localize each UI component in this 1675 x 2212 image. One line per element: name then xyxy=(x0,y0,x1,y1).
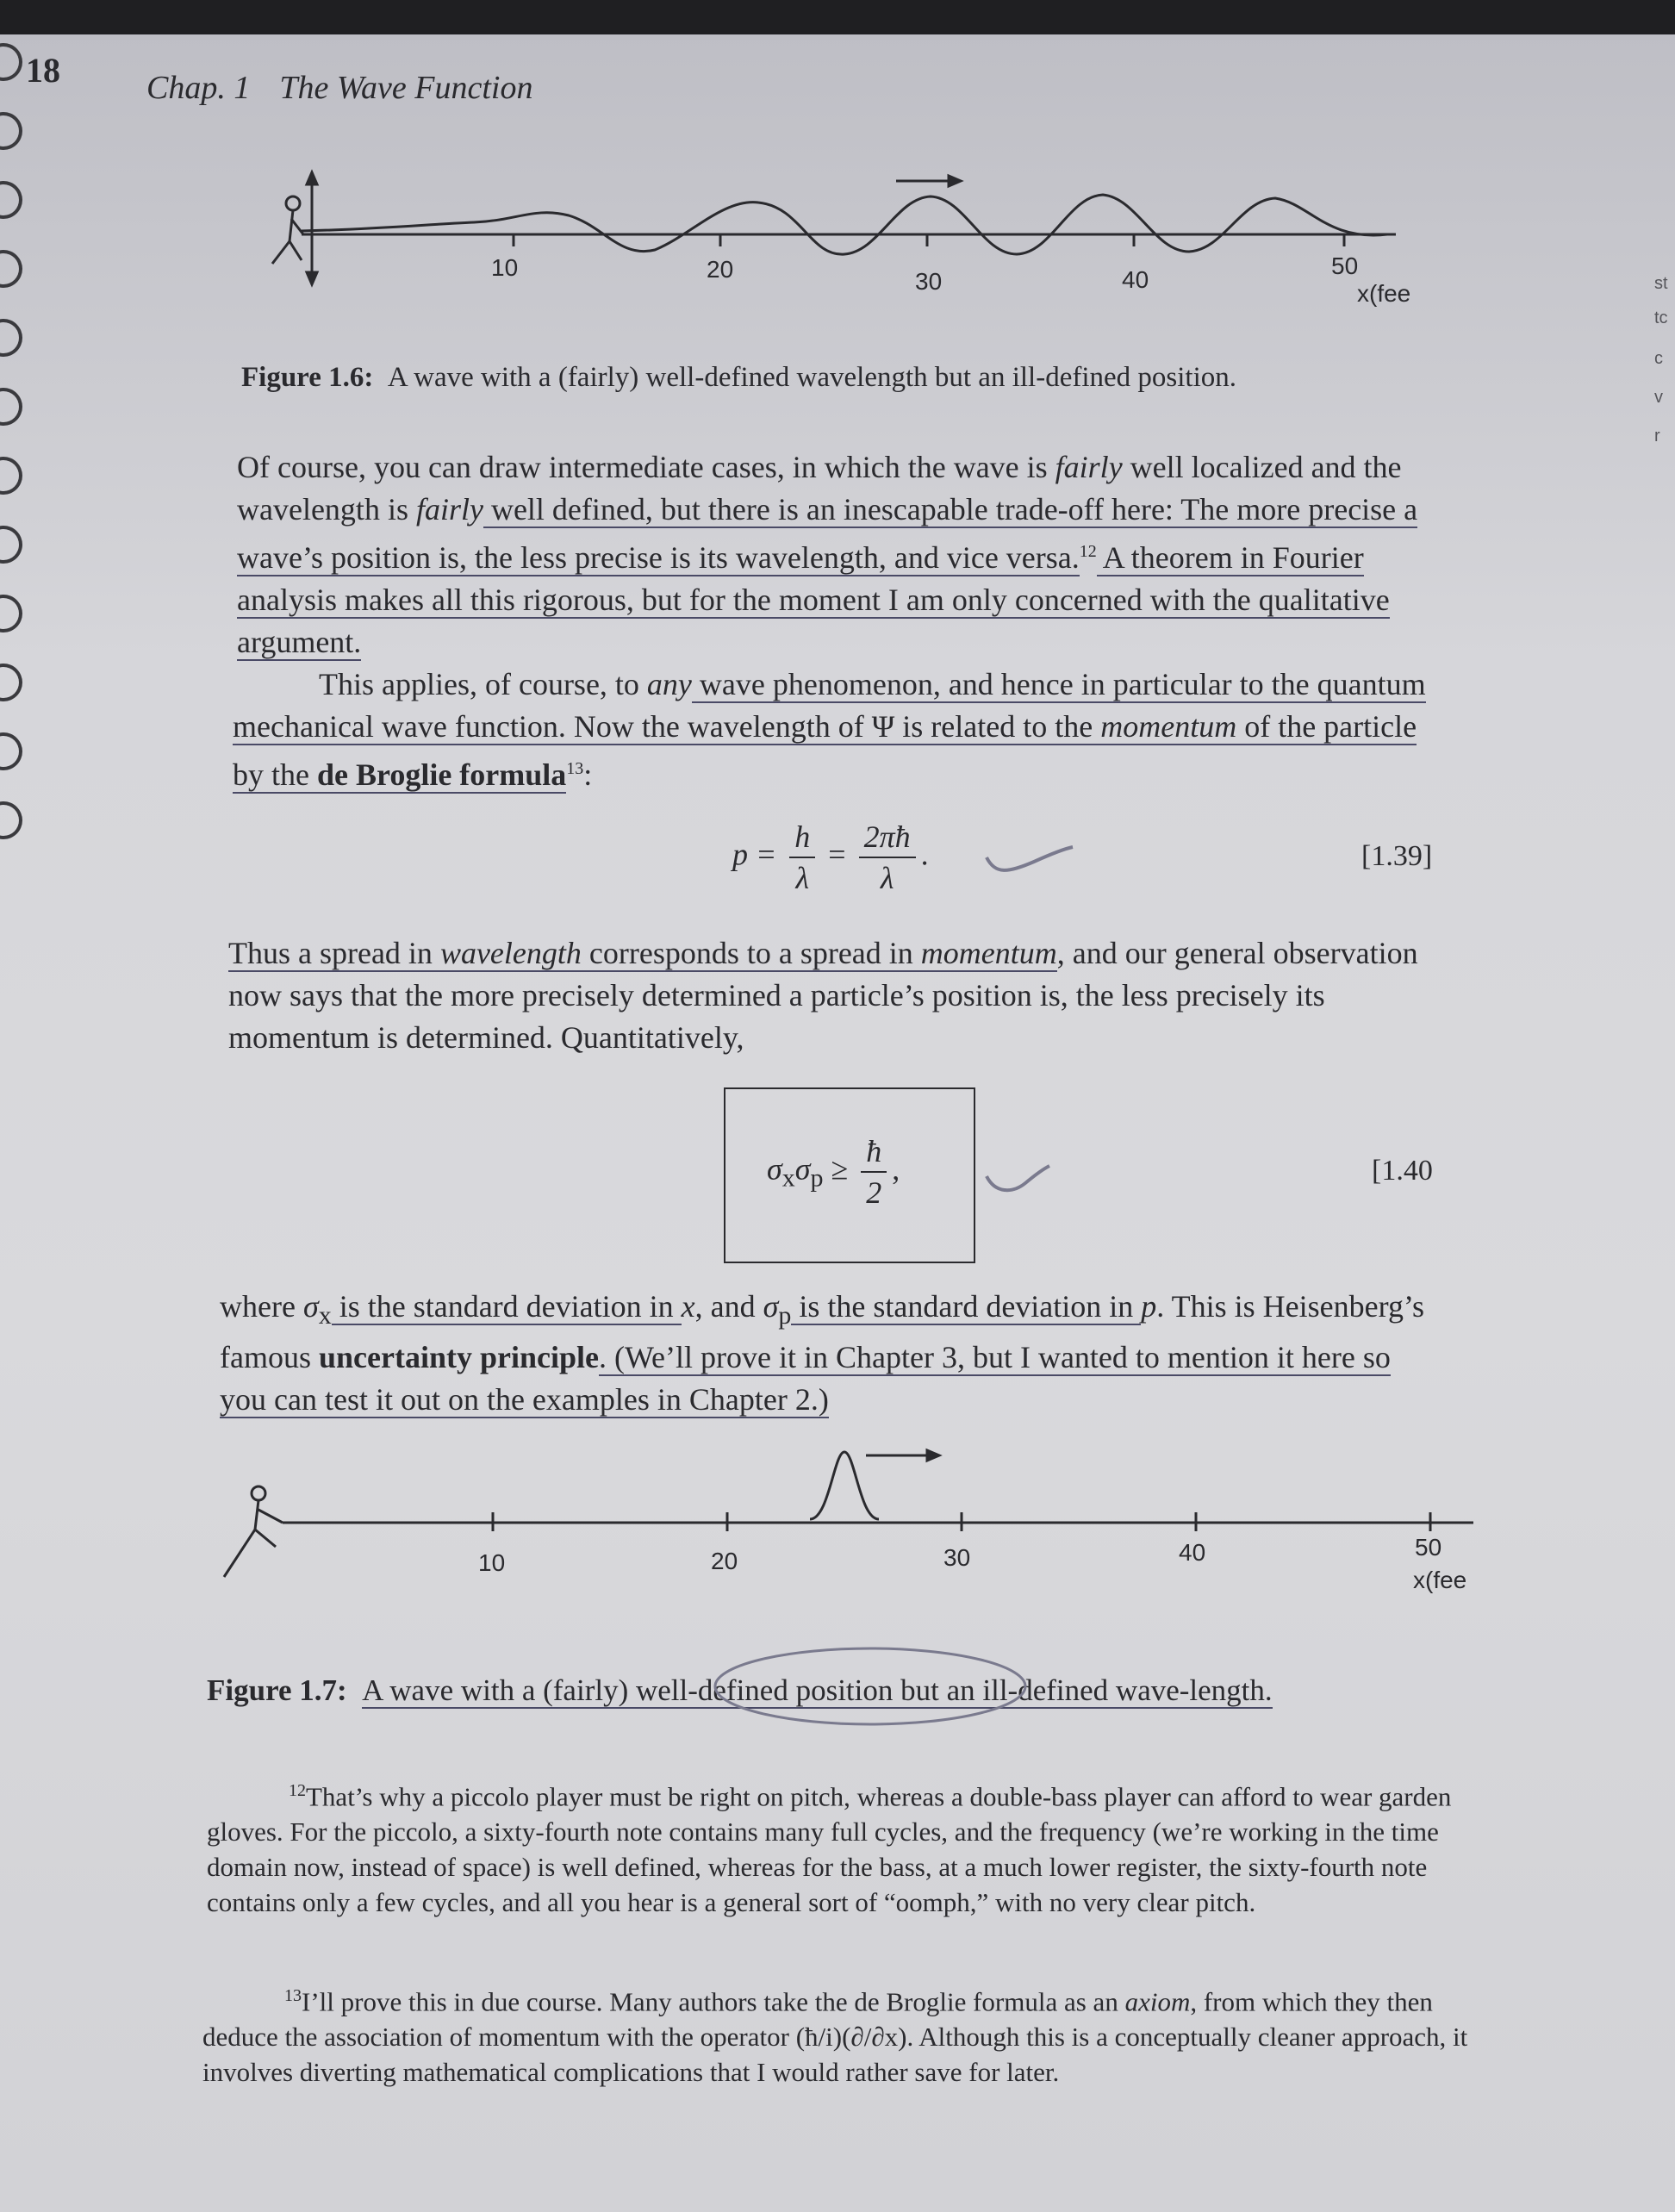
tick-label: 30 xyxy=(943,1544,971,1571)
handwritten-circle xyxy=(707,1639,1034,1734)
equation-1-39 xyxy=(732,819,929,896)
emphasis: fairly xyxy=(415,492,483,527)
fraction xyxy=(861,1133,887,1211)
figure-1-7 xyxy=(215,1435,1491,1607)
subscript: p xyxy=(810,1163,824,1193)
tick-label: 10 xyxy=(478,1549,506,1576)
text-run: wave phenomenon, and hence in particular to the quantum mechanical wave function. Now the wavelength of Ψ is related to the xyxy=(233,667,1426,744)
sigma-symbol: σ xyxy=(302,1289,319,1324)
footnote-13 xyxy=(202,1978,1499,2090)
fraction-numerator: ħ xyxy=(861,1133,887,1173)
text-run: Of course, you can draw intermediate cases, in which the wave is xyxy=(237,450,1055,484)
bold-term: de Broglie formula xyxy=(316,757,567,792)
footnote-text: I’ll prove this in due course. Many authors take the de Broglie formula as an xyxy=(302,1986,1125,2017)
subscript: p xyxy=(778,1301,792,1330)
spiral-binding xyxy=(0,34,34,896)
sigma-symbol: σ xyxy=(763,1289,779,1324)
running-head xyxy=(146,69,532,107)
caption-text: A wave with a (fairly) well-defined position but an ill-defined wave-length. xyxy=(362,1673,1273,1707)
fraction-denominator: λ xyxy=(795,861,810,895)
footnote-number: 13 xyxy=(284,1986,302,2005)
emphasis: momentum xyxy=(920,936,1057,970)
footnote-12 xyxy=(207,1773,1499,1920)
text-run: corresponds to a spread in xyxy=(581,936,921,970)
fraction-denominator: 2 xyxy=(866,1175,882,1210)
text-run: This applies, of course, to xyxy=(319,667,647,701)
emphasis: any xyxy=(646,667,692,701)
paragraph-2 xyxy=(233,664,1439,796)
emphasis: wavelength xyxy=(439,936,582,970)
variable: p xyxy=(1141,1289,1157,1324)
text-run: is the standard deviation in xyxy=(331,1289,682,1324)
text-run: of the particle by the xyxy=(233,709,1417,792)
tick-label: 20 xyxy=(707,256,734,283)
paragraph-4 xyxy=(220,1286,1443,1421)
text-run: , and our general observation now says that the more precisely determined a particle’s position is, the less precisely its momentum is determined. Quantitatively, xyxy=(228,936,1418,1055)
rope-person-icon xyxy=(272,196,303,264)
footnote-ref: 13 xyxy=(566,759,584,778)
equation-number: [1.40 xyxy=(1372,1155,1433,1187)
direction-arrow xyxy=(866,1450,939,1461)
text-run: where xyxy=(220,1289,303,1324)
variable: x xyxy=(681,1289,695,1324)
caption-label: Figure 1.6: xyxy=(241,362,374,393)
fraction-denominator: λ xyxy=(880,861,894,895)
text-run: : xyxy=(583,757,593,792)
text-run: . (We’ll prove it in Chapter 3, but I wanted to mention it here so you can test it out on the examples in Chapter 2.) xyxy=(220,1340,1391,1418)
subscript: x xyxy=(781,1163,795,1193)
sigma-symbol: σ xyxy=(794,1151,811,1187)
vertical-motion-arrow xyxy=(307,172,317,284)
tick-label: 10 xyxy=(491,254,519,281)
text-run: well defined, but there is an inescapable trade-off here: The more precise a wave’s position is, the less precise is its wavelength, and vice versa. xyxy=(237,492,1418,575)
paragraph-1 xyxy=(237,446,1435,664)
emphasis: axiom xyxy=(1124,1986,1191,2017)
rope-person-icon xyxy=(224,1486,283,1577)
margin-fragment: r xyxy=(1654,427,1660,446)
tick-label: 40 xyxy=(1122,266,1149,293)
wave-curve xyxy=(302,195,1387,254)
footnote-number: 12 xyxy=(289,1781,306,1800)
tick-label: 20 xyxy=(711,1548,738,1574)
handwritten-check-mark xyxy=(982,1159,1051,1202)
margin-fragment: v xyxy=(1654,388,1663,407)
text-run: A theorem in Fourier analysis makes all this rigorous, but for the moment I am only concerned with the qualitative argument. xyxy=(237,540,1390,659)
chapter-label: Chap. 1 xyxy=(146,70,251,106)
chapter-title: The Wave Function xyxy=(279,70,533,106)
axis-label: x(fee xyxy=(1357,280,1411,307)
tick-label: 40 xyxy=(1179,1539,1206,1566)
tick-label: 50 xyxy=(1415,1534,1442,1561)
footnote-ref: 12 xyxy=(1079,542,1097,561)
tick-label: 30 xyxy=(915,268,943,295)
figure-1-6-caption xyxy=(241,362,1361,394)
sigma-symbol: σ xyxy=(767,1151,782,1187)
fraction-numerator: 2πħ xyxy=(859,819,916,858)
equation-1-40 xyxy=(767,1133,900,1211)
geq-sign: ≥ xyxy=(823,1151,849,1187)
margin-fragment: st xyxy=(1654,274,1668,293)
handwritten-check-mark xyxy=(982,840,1077,883)
emphasis: momentum xyxy=(1100,709,1237,744)
paragraph-3 xyxy=(228,932,1443,1059)
text-run: well localized and the wavelength is xyxy=(237,450,1402,527)
footnote-text: That’s why a piccolo player must be right on pitch, whereas a double-bass player can afford to wear garden gloves. For the piccolo, a sixty-fourth note contains many full cycles, and the frequency (we’re working in the time domain now, instead of space) is well defined, whereas for the bass, at a much lower register, the sixty-fourth note contains only a few cycles, and all you hear is a general sort of “oomph,” with no very clear pitch. xyxy=(207,1781,1452,1918)
equals-sign: = xyxy=(828,837,846,872)
page-number: 18 xyxy=(26,51,60,90)
margin-fragment: tc xyxy=(1654,308,1668,327)
axis-label: x(fee xyxy=(1413,1567,1467,1593)
text-run: . This is Heisenberg’s famous xyxy=(220,1289,1424,1375)
fraction-numerator: h xyxy=(789,819,815,858)
fraction xyxy=(859,819,916,896)
tick-label: 50 xyxy=(1331,252,1359,279)
subscript: x xyxy=(318,1301,332,1330)
text-run: Thus a spread in xyxy=(228,936,440,970)
fraction xyxy=(789,819,815,896)
caption-label: Figure 1.7: xyxy=(207,1673,347,1707)
margin-fragment: c xyxy=(1654,349,1663,368)
wave-pulse xyxy=(810,1452,879,1519)
footnote-text: , from which they then deduce the association of momentum with the operator (ħ/i)(∂/∂x). Although this is a conceptually cleaner approach, it involves diverting mathematical complications that I would rather save for later. xyxy=(202,1986,1468,2088)
bold-term: uncertainty principle xyxy=(318,1340,599,1375)
text-run: , and xyxy=(694,1289,763,1324)
eq-lhs: p = xyxy=(732,837,777,872)
eq-comma: , xyxy=(892,1151,900,1187)
text-run: is the standard deviation in xyxy=(791,1289,1142,1324)
figure-1-6 xyxy=(241,164,1448,327)
photo-dark-edge xyxy=(0,0,1675,34)
equation-number: [1.39] xyxy=(1361,840,1433,872)
direction-arrow xyxy=(896,176,961,186)
eq-period: . xyxy=(920,837,929,872)
emphasis: fairly xyxy=(1055,450,1123,484)
caption-text: A wave with a (fairly) well-defined wavelength but an ill-defined position. xyxy=(387,362,1236,393)
